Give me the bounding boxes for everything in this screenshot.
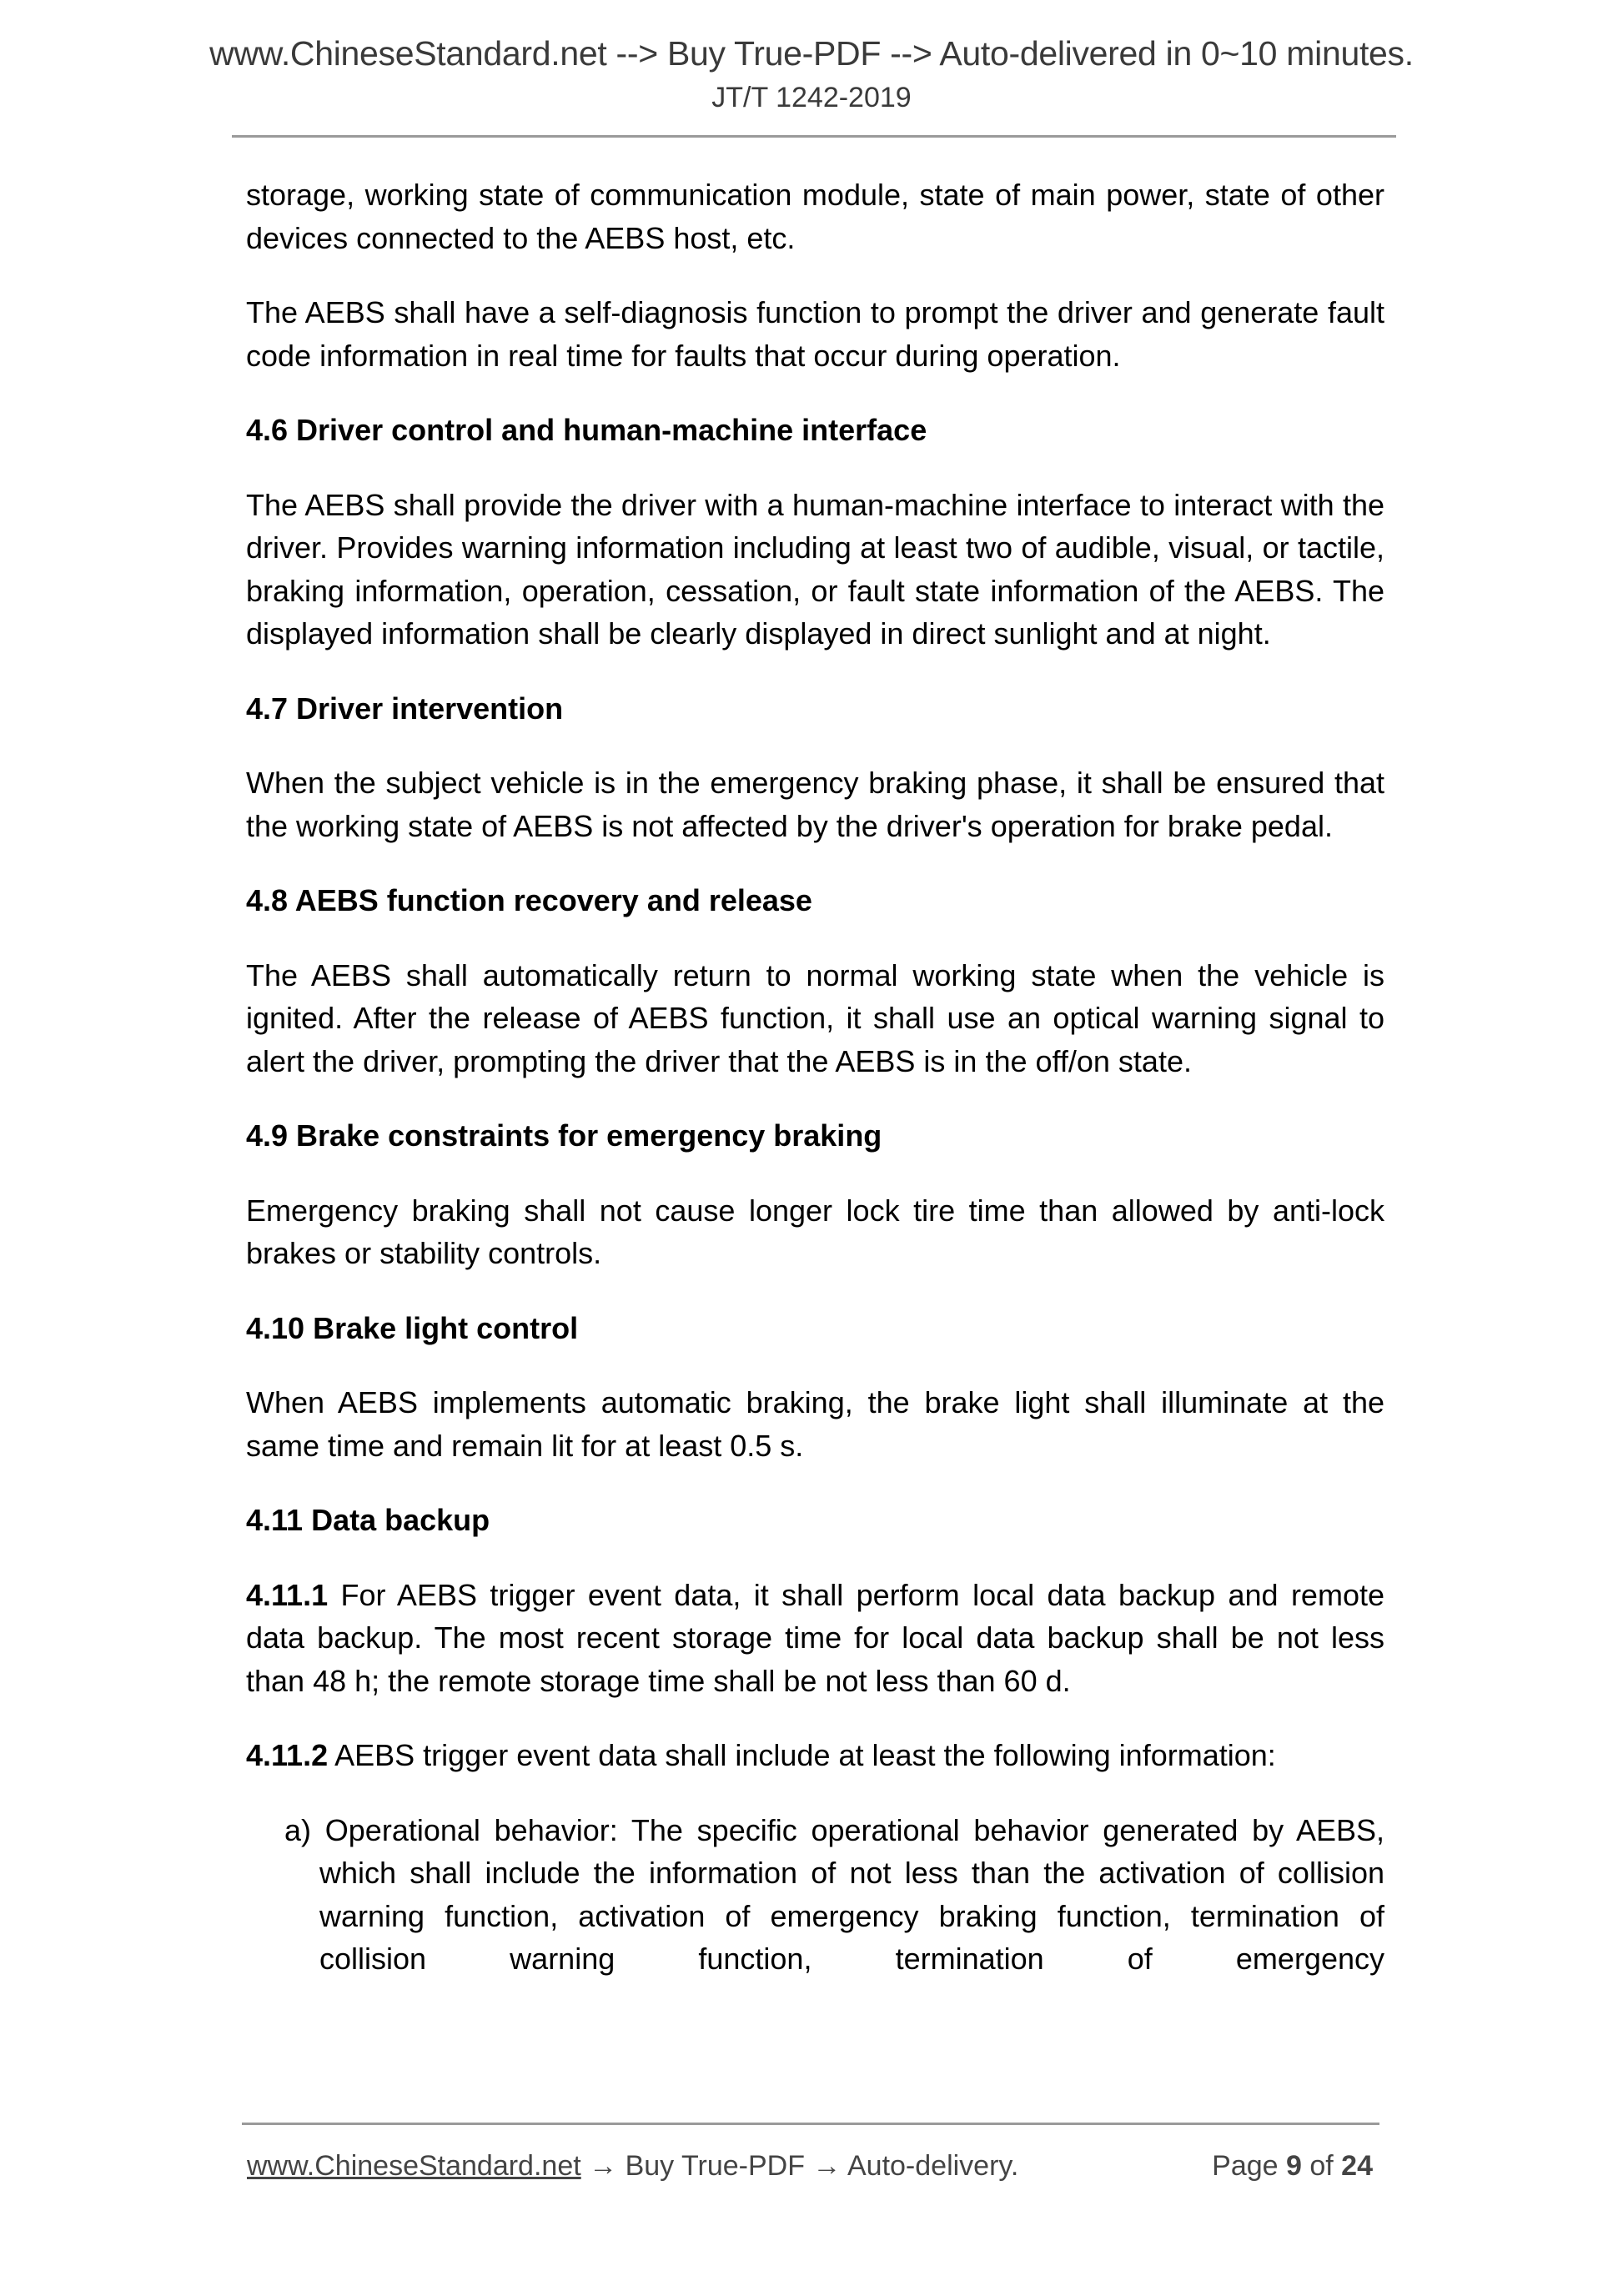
footer-tagline: → Buy True-PDF → Auto-delivery. — [580, 2150, 1019, 2182]
clause-text: AEBS trigger event data shall include at least the following information: — [328, 1738, 1276, 1772]
paragraph-intro-1: storage, working state of communication module, state of main power, state of other devices connected to the AEBS host, etc. — [246, 178, 1384, 255]
list-item-text: Operational behavior: The specific operational behavior generated by AEBS, which shall include the information of not less than the activation of collision warning function, activation of emergency braking function, termination of collision warning function, termination of emergency — [319, 1812, 1384, 1976]
header-divider — [232, 135, 1396, 138]
section-heading-4-7: 4.7 Driver intervention — [246, 691, 564, 726]
section-body-4-6: The AEBS shall provide the driver with a human-machine interface to interact with the driver. Provides warning information including at least two of audible, visual, or tactile, braking information, operation, cessation, or fault state information of the AEBS. The displayed information shall be clearly displayed in direct sunlight and at night. — [246, 487, 1384, 651]
list-marker: a) — [284, 1812, 325, 1847]
of-label: of — [1301, 2150, 1342, 2182]
clause-number: 4.11.2 — [246, 1738, 329, 1772]
clause-4-11-2 — [246, 1734, 1384, 1777]
section-heading-4-11: 4.11 Data backup — [246, 1503, 490, 1537]
current-page: 9 — [1286, 2150, 1302, 2182]
section-heading-4-8: 4.8 AEBS function recovery and release — [246, 883, 812, 917]
section-heading-4-10: 4.10 Brake light control — [246, 1310, 579, 1345]
section-body-4-10: When AEBS implements automatic braking, the brake light shall illuminate at the same time and remain lit for at least 0.5 s. — [246, 1385, 1384, 1463]
page-content — [246, 173, 1384, 1981]
section-heading-4-6: 4.6 Driver control and human-machine interface — [246, 413, 927, 447]
page-label: Page — [1212, 2150, 1286, 2182]
clause-text: For AEBS trigger event data, it shall perform local data backup and remote data backup. The most recent storage time for local data backup shall be not less than 48 h; the remote storage time shall be not less than 60 d. — [246, 1577, 1384, 1698]
footer-divider — [242, 2123, 1379, 2125]
total-pages: 24 — [1341, 2150, 1373, 2182]
list-item — [246, 1809, 1384, 1981]
page-footer — [247, 2152, 1381, 2180]
section-body-4-7: When the subject vehicle is in the emergency braking phase, it shall be ensured that the working state of AEBS is not affected by the driver's operation for brake pedal. — [246, 766, 1384, 843]
clause-number: 4.11.1 — [246, 1577, 329, 1612]
section-heading-4-9: 4.9 Brake constraints for emergency braking — [246, 1118, 882, 1153]
document-id: JT/T 1242-2019 — [711, 82, 912, 113]
section-body-4-9: Emergency braking shall not cause longer lock tire time than allowed by anti-lock brakes or stability controls. — [246, 1193, 1384, 1270]
website-link[interactable]: www.ChineseStandard.net — [247, 2150, 581, 2182]
clause-4-11-1 — [246, 1574, 1384, 1703]
paragraph-intro-2: The AEBS shall have a self-diagnosis function to prompt the driver and generate fault code information in real time for faults that occur during operation. — [246, 295, 1384, 373]
page-indicator — [1212, 2152, 1373, 2180]
header-banner: www.ChineseStandard.net --> Buy True-PDF --> Auto-delivered in 0~10 minutes. — [209, 34, 1414, 73]
section-body-4-8: The AEBS shall automatically return to normal working state when the vehicle is ignited. After the release of AEBS function, it shall use an optical warning signal to alert the driver, prompting the driver that the AEBS is in the off/on state. — [246, 957, 1384, 1078]
